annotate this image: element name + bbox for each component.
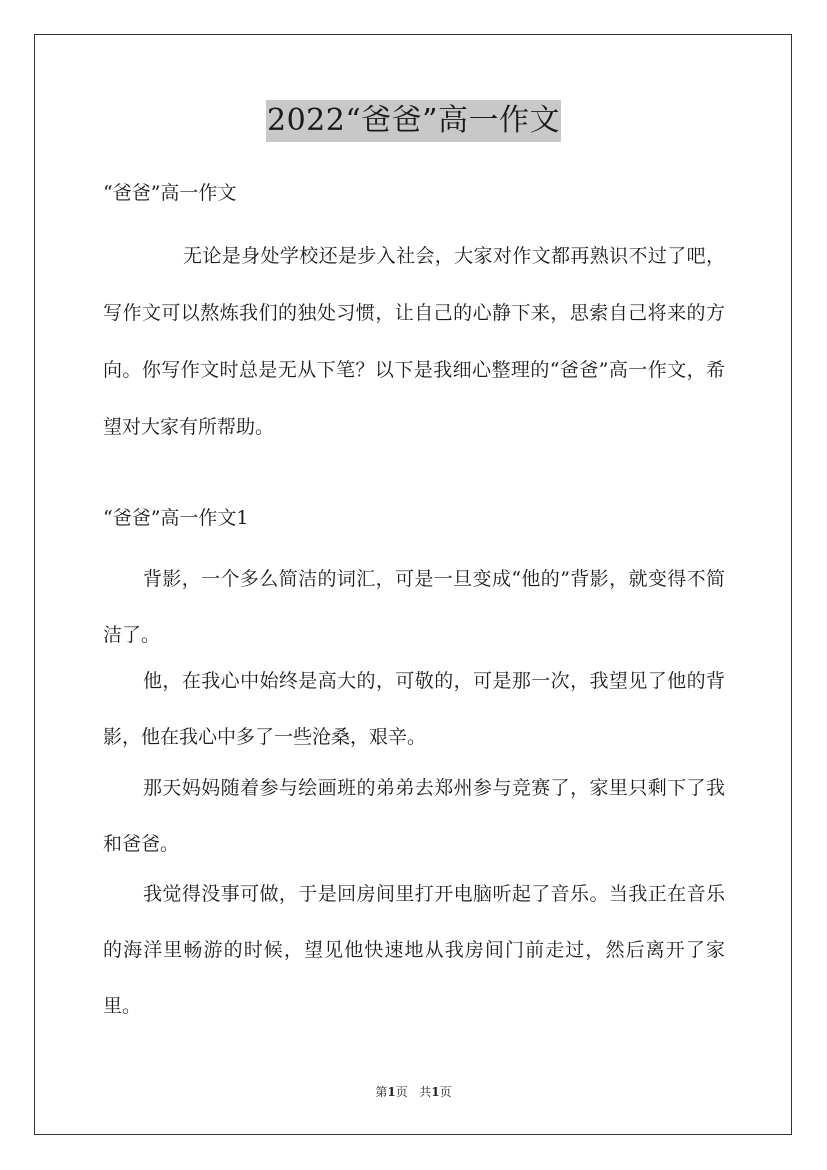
body-paragraph: 他，在我心中始终是高大的，可敬的，可是那一次，我望见了他的背影，他在我心中多了一些沧桑，艰辛。	[103, 670, 725, 748]
title-container	[0, 100, 827, 142]
total-pages: 1	[431, 1085, 440, 1099]
intro-paragraph: 无论是身处学校还是步入社会，大家对作文都再熟识不过了吧，写作文可以熬炼我们的独处习惯，让自己的心静下来，思索自己将来的方向。你写作文时总是无从下笔？以下是我细心整理的“爸爸”高一作文，希望对大家有所帮助。	[103, 245, 725, 438]
body-paragraph: 那天妈妈随着参与绘画班的弟弟去郑州参与竞赛了，家里只剩下了我和爸爸。	[103, 777, 725, 855]
page-number: 1	[387, 1085, 396, 1099]
total-pages-prefix: 共	[419, 1085, 432, 1099]
page-number-suffix: 页	[395, 1085, 408, 1099]
body-paragraph: 背影，一个多么简洁的词汇，可是一旦变成“他的”背影，就变得不简洁了。	[103, 568, 725, 646]
document-title: 2022“爸爸”高一作文	[266, 100, 561, 142]
body-paragraph: 我觉得没事可做，于是回房间里打开电脑听起了音乐。当我正在音乐的海洋里畅游的时候，望见他快速地从我房间门前走过，然后离开了家里。	[103, 883, 725, 1017]
page-footer	[0, 1083, 827, 1101]
document-subtitle: “爸爸”高一作文	[103, 182, 237, 204]
section-heading: “爸爸”高一作文1	[103, 507, 249, 529]
page-number-prefix: 第	[375, 1085, 388, 1099]
total-pages-suffix: 页	[439, 1085, 452, 1099]
